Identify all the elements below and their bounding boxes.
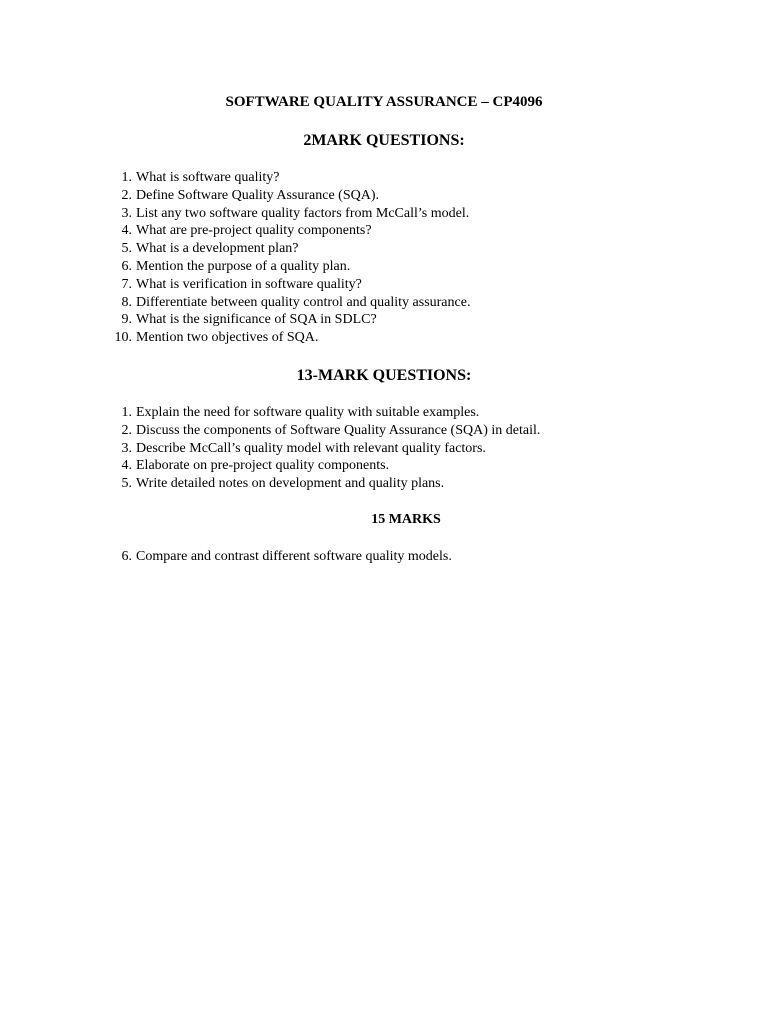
section-heading-2mark: 2MARK QUESTIONS: xyxy=(303,132,465,149)
question-number: 3. xyxy=(121,205,132,221)
question-text: What is verification in software quality? xyxy=(136,276,362,292)
question-text: Explain the need for software quality with suitable examples. xyxy=(136,405,480,420)
question-text: What is the significance of SQA in SDLC? xyxy=(136,312,377,328)
document-title: SOFTWARE QUALITY ASSURANCE – CP4096 xyxy=(225,94,543,110)
question-text: Discuss the components of Software Quality Assurance (SQA) in detail. xyxy=(136,422,541,438)
question-number: 2. xyxy=(121,422,132,438)
question-text: What is software quality? xyxy=(136,170,280,185)
question-number: 1. xyxy=(121,405,132,420)
section-heading-15mark: 15 MARKS xyxy=(371,512,441,527)
question-text: Elaborate on pre-project quality components. xyxy=(136,458,390,474)
question-text: Define Software Quality Assurance (SQA). xyxy=(136,187,379,203)
question-text: Mention two objectives of SQA. xyxy=(136,330,319,346)
section-heading-13mark: 13-MARK QUESTIONS: xyxy=(296,367,472,384)
question-number: 7. xyxy=(121,276,132,292)
question-text: Describe McCall’s quality model with relevant quality factors. xyxy=(136,440,486,456)
question-number: 9. xyxy=(121,312,132,328)
question-number: 5. xyxy=(121,476,132,492)
question-text: Mention the purpose of a quality plan. xyxy=(136,258,351,274)
question-text: Differentiate between quality control and quality assurance. xyxy=(136,294,471,310)
question-text: What are pre-project quality components? xyxy=(136,223,372,239)
question-number: 10. xyxy=(114,330,132,346)
question-text: Write detailed notes on development and quality plans. xyxy=(136,476,445,492)
question-number: 1. xyxy=(121,170,132,185)
question-number: 5. xyxy=(121,241,132,257)
question-number: 4. xyxy=(121,223,132,239)
question-text: List any two software quality factors from McCall’s model. xyxy=(136,205,470,221)
question-number: 6. xyxy=(121,549,132,564)
question-text: Compare and contrast different software quality models. xyxy=(136,549,452,564)
question-number: 2. xyxy=(121,187,132,203)
question-number: 8. xyxy=(121,294,132,310)
question-number: 6. xyxy=(121,258,132,274)
question-number: 4. xyxy=(121,458,132,474)
question-text: What is a development plan? xyxy=(136,241,299,257)
question-number: 3. xyxy=(121,440,132,456)
